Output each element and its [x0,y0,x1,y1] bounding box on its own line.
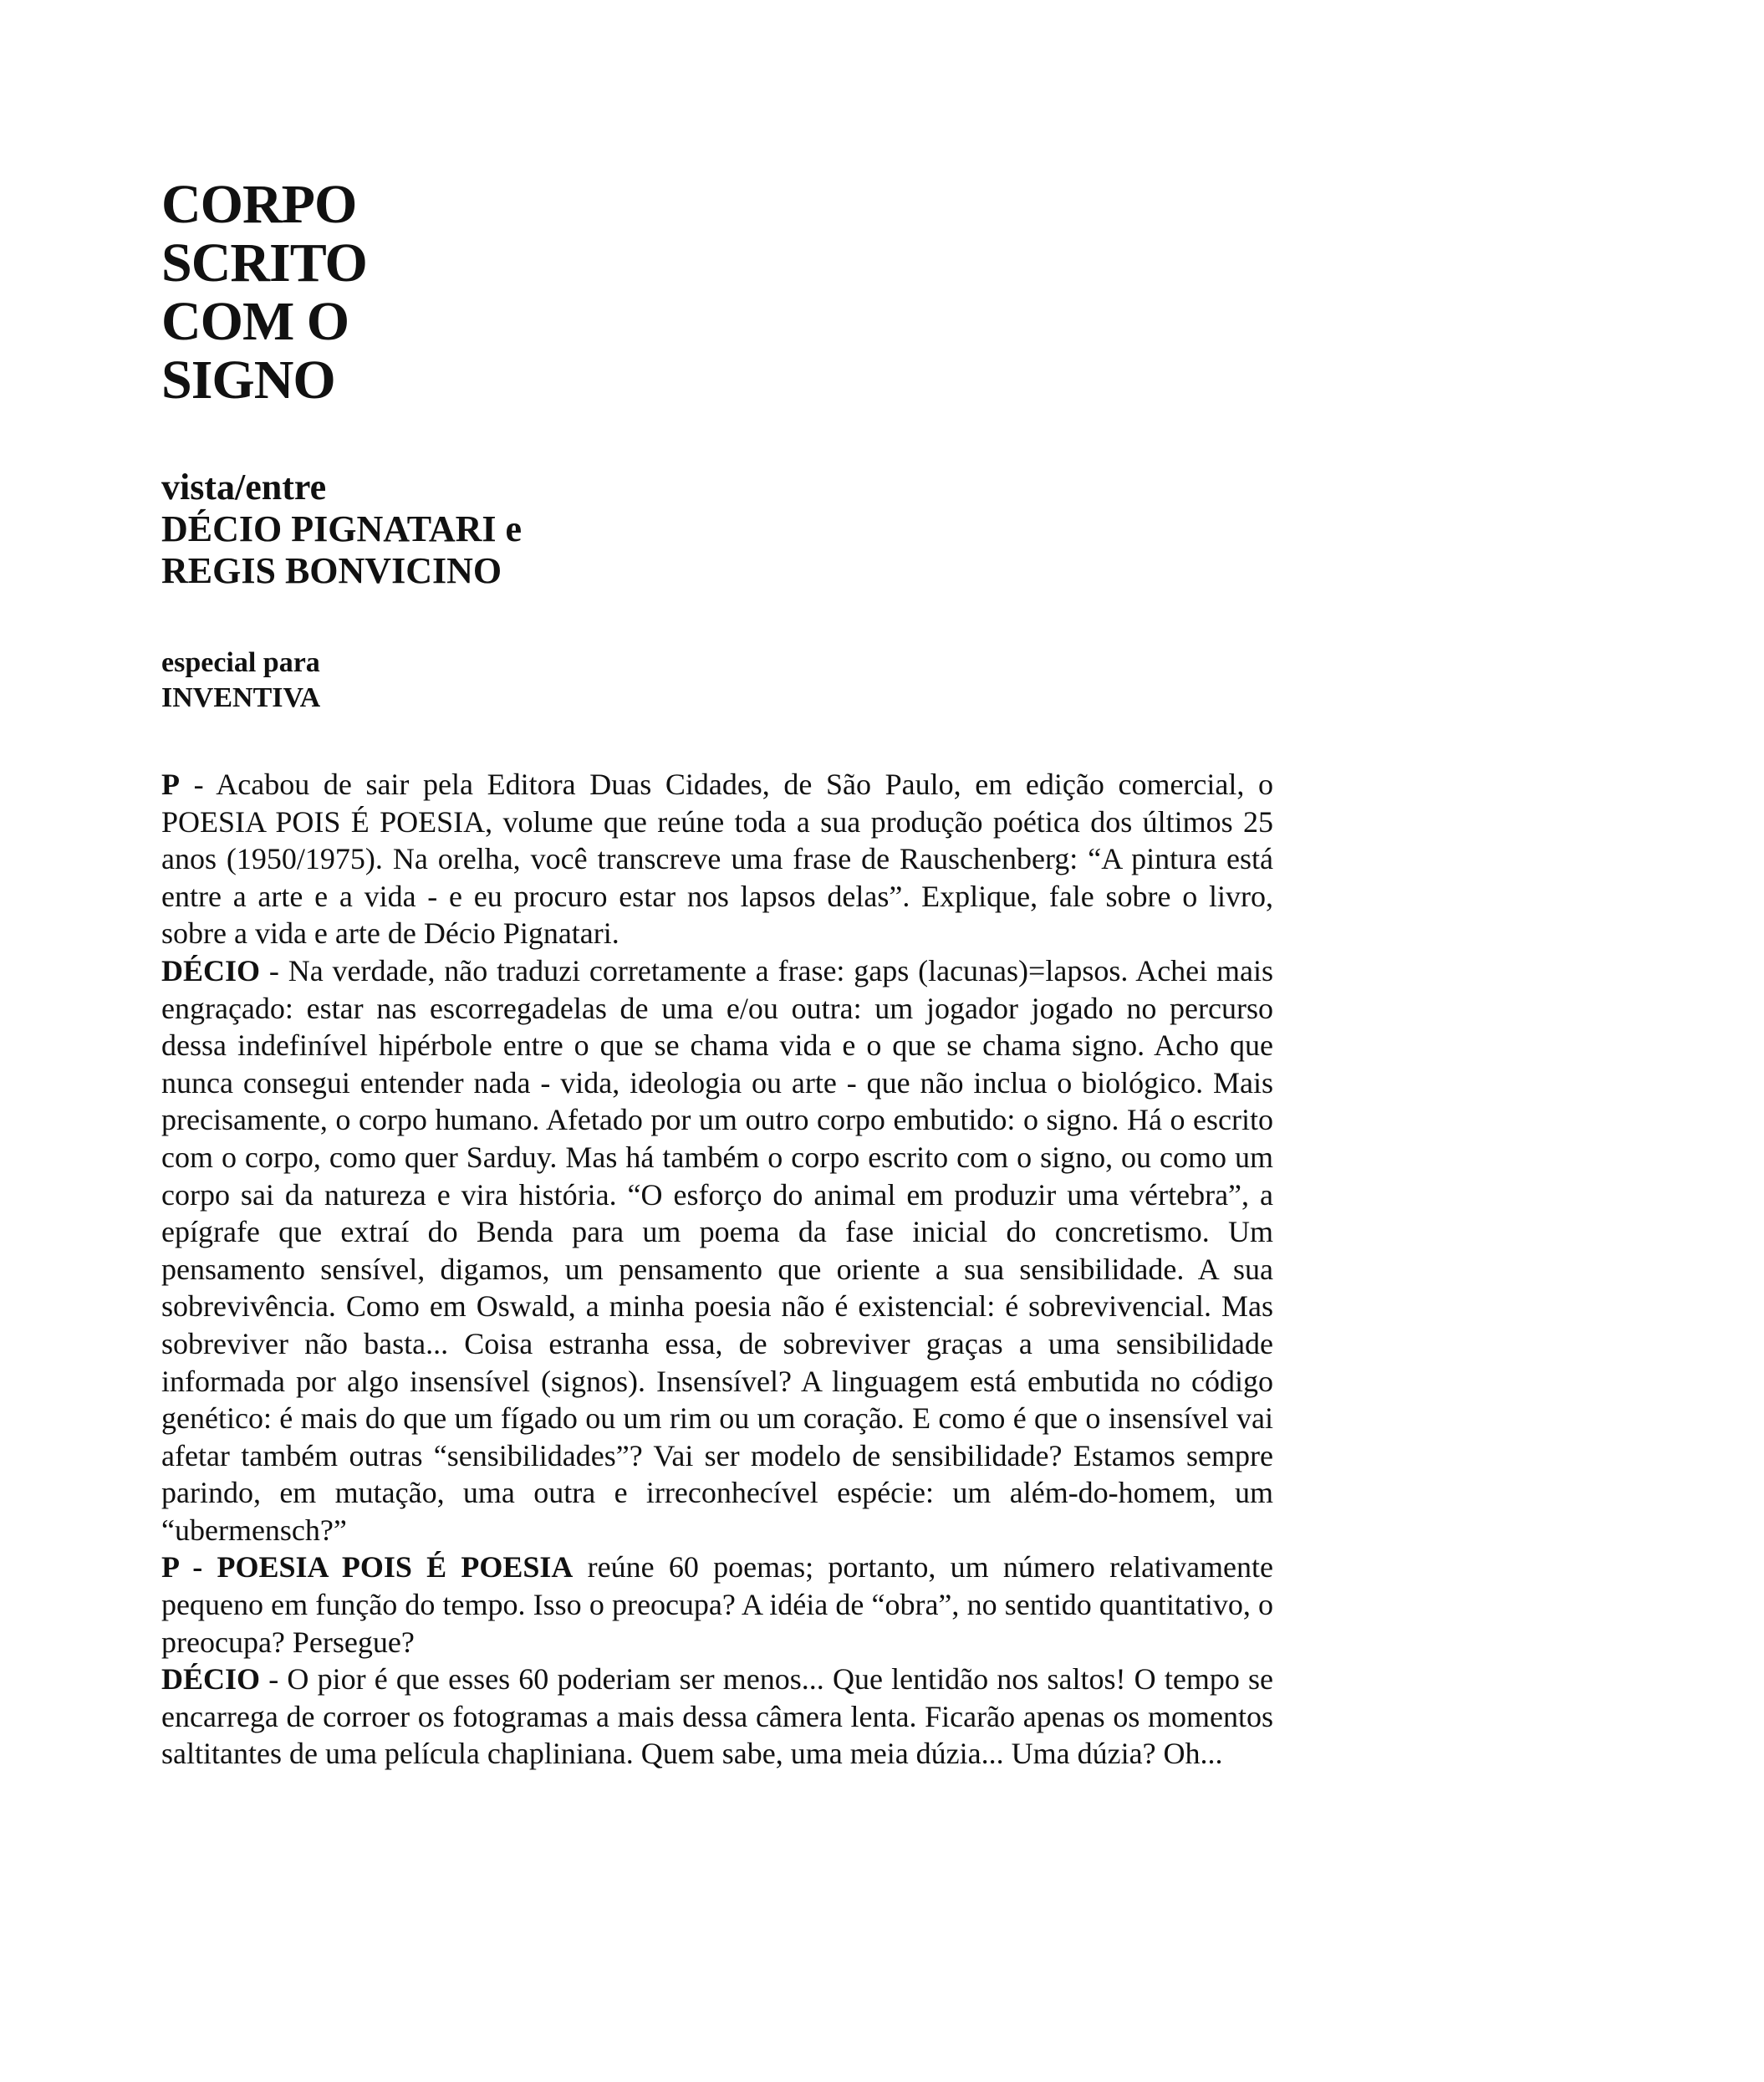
byline-name: DÉCIO PIGNATARI e [161,508,523,549]
answer-paragraph [161,952,1273,1549]
article [161,176,1273,1773]
interview-body [161,766,1273,1773]
byline-intro: vista/entre [161,467,327,508]
speaker-label: P - POESIA POIS É POESIA [161,1550,574,1584]
special-credit [161,646,1273,716]
speaker-label: DÉCIO [161,1662,261,1697]
speaker-label: P [161,768,180,801]
paragraph-text: - Acabou de sair pela Editora Duas Cidades, de São Paulo, em edição comercial, o POESIA POIS É POESIA, volume que reúne toda a sua produção poética dos últimos 25 anos (1950/1975). Na orelha, você transcreve uma frase de Rauschenberg: “A pintura está entre a arte e a vida - e eu procuro estar nos lapsos delas”. Explique, fale sobre o livro, sobre a vida e arte de Décio Pignatari. [161,768,1273,951]
title-line: SCRITO [161,232,367,293]
title-line: SIGNO [161,350,335,411]
paragraph-text: - O pior é que esses 60 poderiam ser menos... Que lentidão nos saltos! O tempo se encarrega de corroer os fotogramas a mais dessa câmera lenta. Ficarão apenas os momentos saltitantes de uma película chapliniana. Quem sabe, uma meia dúzia... Uma dúzia? Oh... [161,1662,1273,1771]
byline-name: REGIS BONVICINO [161,550,502,591]
special-intro: especial para [161,647,320,678]
title-line: COM O [161,291,349,352]
answer-paragraph [161,1661,1273,1773]
paragraph-text: reúne 60 poemas; portanto, um número relativamente pequeno em função do tempo. Isso o preocupa? A idéia de “obra”, no sentido quantitativo, o preocupa? Persegue? [161,1550,1274,1659]
title-line: CORPO [161,174,357,235]
article-title [161,176,1273,410]
byline [161,467,1273,592]
question-paragraph [161,1549,1273,1661]
paragraph-text: - Na verdade, não traduzi corretamente a frase: gaps (lacunas)=lapsos. Achei mais engraçado: estar nas escorregadelas de uma e/ou outra: um jogador jogado no percurso dessa indefinível hipérbole entre o que se chama vida e o que se chama signo. Acho que nunca consegui entender nada - vida, ideologia ou arte - que não inclua o biológico. Mais precisamente, o corpo humano. Afetado por um outro corpo embutido: o signo. Há o escrito com o corpo, como quer Sarduy. Mas há também o corpo escrito com o signo, ou como um corpo sai da natureza e vira história. “O esforço do animal em produzir uma vértebra”, a epígrafe que extraí do Benda para um poema da fase inicial do concretismo. Um pensamento sensível, digamos, um pensamento que oriente a sua sensibilidade. A sua sobrevivência. Como em Oswald, a minha poesia não é existencial: é sobrevivencial. Mas sobreviver não basta... Coisa estranha essa, de sobreviver graças a uma sensibilidade informada por algo insensível (signos). Insensível? A linguagem está embutida no código genético: é mais do que um fígado ou um rim ou um coração. E como é que o insensível vai afetar também outras “sensibilidades”? Vai ser modelo de sensibilidade? Estamos sempre parindo, em mutação, uma outra e irreconhecível espécie: um além-do-homem, um “ubermensch?” [161,953,1273,1547]
question-paragraph [161,766,1273,952]
publication-name: INVENTIVA [161,682,321,713]
speaker-label: DÉCIO [161,953,261,987]
